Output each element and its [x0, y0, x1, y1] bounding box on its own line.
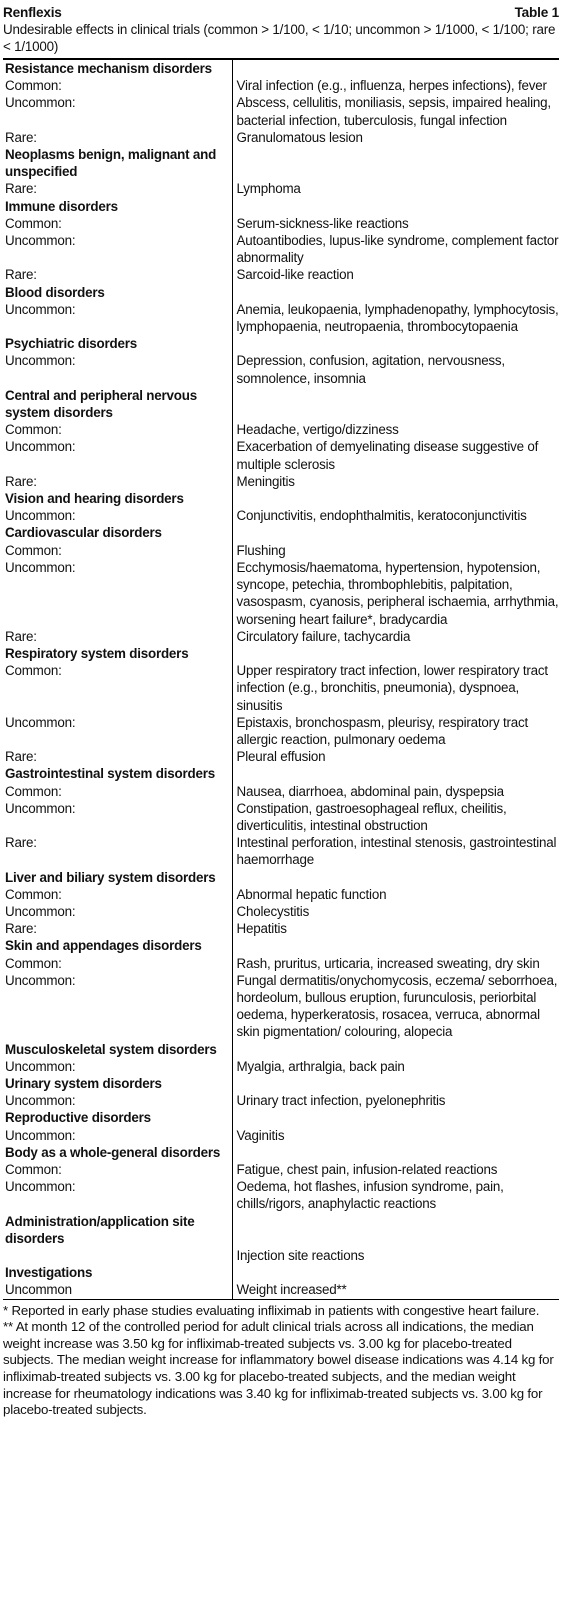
category-name: Neoplasms benign, malignant and unspecified [5, 147, 217, 180]
category-name: Respiratory system disorders [5, 645, 189, 661]
effect-row [3, 628, 559, 645]
frequency-label: Uncommon: [5, 1093, 76, 1109]
effects-list [232, 284, 559, 301]
category-name: Blood disorders [5, 284, 105, 300]
category-row [3, 335, 559, 352]
frequency-label: Common: [5, 955, 62, 971]
category-row [3, 1041, 559, 1058]
category-name: Immune disorders [5, 198, 118, 214]
category-row [3, 1109, 559, 1126]
frequency-label: Uncommon: [5, 559, 76, 575]
document-page [3, 4, 559, 1419]
frequency-label: Uncommon: [5, 439, 76, 455]
frequency-label: Rare: [5, 181, 37, 197]
adverse-effects-table [3, 60, 559, 1299]
effects-list: Granulomatous lesion [232, 129, 559, 146]
effects-list: Flushing [232, 542, 559, 559]
effects-list: Pleural effusion [232, 748, 559, 765]
effect-row [3, 748, 559, 765]
effects-list: Sarcoid-like reaction [232, 266, 559, 283]
effects-list: Lymphoma [232, 180, 559, 197]
effects-list [232, 1144, 559, 1161]
frequency-label: Uncommon: [5, 1058, 76, 1074]
effect-row [3, 215, 559, 232]
effect-row [3, 1178, 559, 1212]
effects-list [232, 524, 559, 541]
effect-row [3, 352, 559, 386]
effect-row [3, 559, 559, 628]
footnote-asterisk: * Reported in early phase studies evaluating infliximab in patients with congestive heart failure. [3, 1302, 540, 1318]
category-row [3, 387, 559, 421]
effect-row [3, 542, 559, 559]
category-row [3, 198, 559, 215]
effect-row [3, 903, 559, 920]
effects-list [232, 60, 559, 77]
table-number: Table 1 [514, 5, 559, 20]
frequency-label: Common: [5, 886, 62, 902]
effects-list: Serum-sickness-like reactions [232, 215, 559, 232]
effect-row [3, 834, 559, 868]
effect-row [3, 473, 559, 490]
effects-list: Myalgia, arthralgia, back pain [232, 1058, 559, 1075]
frequency-label: Uncommon: [5, 1179, 76, 1195]
effects-list: Urinary tract infection, pyelonephritis [232, 1092, 559, 1109]
effects-list: Fatigue, chest pain, infusion-related reactions [232, 1161, 559, 1178]
effects-list [232, 1075, 559, 1092]
category-name: Reproductive disorders [5, 1110, 151, 1126]
frequency-label: Uncommon: [5, 95, 76, 111]
effects-list: Autoantibodies, lupus-like syndrome, complement factor abnormality [232, 232, 559, 266]
effects-list: Constipation, gastroesophageal reflux, cheilitis, diverticulitis, intestinal obstruction [232, 800, 559, 834]
effects-list: Anemia, leukopaenia, lymphadenopathy, lymphocytosis, lymphopaenia, neutropaenia, thrombocytopaenia [232, 301, 559, 335]
effect-row [3, 129, 559, 146]
effects-list [232, 1041, 559, 1058]
category-name: Urinary system disorders [5, 1075, 162, 1091]
effect-row [3, 438, 559, 472]
effects-list: Epistaxis, bronchospasm, pleurisy, respiratory tract allergic reaction, pulmonary oedema [232, 714, 559, 748]
effects-list: Intestinal perforation, intestinal stenosis, gastrointestinal haemorrhage [232, 834, 559, 868]
category-name: Musculoskeletal system disorders [5, 1041, 217, 1057]
table-caption: Undesirable effects in clinical trials (common > 1/100, < 1/10; uncommon > 1/1000, < 1/100; rare < 1/1000) [3, 22, 556, 54]
frequency-label: Common: [5, 1162, 62, 1177]
effect-row [3, 1161, 559, 1178]
effects-list: Oedema, hot flashes, infusion syndrome, pain, chills/rigors, anaphylactic reactions [232, 1178, 559, 1212]
frequency-label: Uncommon: [5, 903, 76, 919]
category-row [3, 1264, 559, 1281]
category-row [3, 146, 559, 180]
effects-list [232, 490, 559, 507]
category-name: Psychiatric disorders [5, 336, 138, 352]
effects-list: Abnormal hepatic function [232, 886, 559, 903]
effects-list: Viral infection (e.g., influenza, herpes infections), fever [232, 77, 559, 94]
effects-list [232, 1264, 559, 1281]
effects-list [232, 198, 559, 215]
effects-list [232, 146, 559, 180]
effects-list: Fungal dermatitis/onychomycosis, eczema/ seborrhoea, hordeolum, bullous eruption, furunculosis, periorbital oedema, hyperkeratosis, rosacea, verruca, abnormal skin pigmentation/ colouring, alopecia [232, 972, 559, 1041]
effects-list: Nausea, diarrhoea, abdominal pain, dyspepsia [232, 783, 559, 800]
category-row [3, 765, 559, 782]
category-name: Central and peripheral nervous system disorders [5, 387, 197, 421]
effect-row [3, 662, 559, 714]
frequency-label: Common: [5, 663, 62, 679]
effects-list [232, 1213, 559, 1247]
frequency-label: Common: [5, 422, 62, 438]
frequency-label: Common: [5, 78, 62, 94]
effect-row [3, 972, 559, 1041]
effect-row [3, 77, 559, 94]
effect-row [3, 301, 559, 335]
footnote-double-asterisk: ** At month 12 of the controlled period for adult clinical trials across all indications, the median weight increase was 3.50 kg for infliximab-treated subjects vs. 3.00 kg for placebo-treated subjects. The median weight increase for inflammatory bowel disease indications was 4.14 kg for infliximab-treated subjects vs. 3.00 kg for placebo-treated subjects, and the median weight increase for rheumatology indications was 3.40 kg for infliximab-treated subjects vs. 3.00 kg for placebo-treated subjects. [3, 1319, 554, 1418]
effects-list [232, 1109, 559, 1126]
effects-list: Injection site reactions [232, 1247, 559, 1264]
category-name: Investigations [5, 1265, 93, 1281]
frequency-label: Rare: [5, 749, 37, 765]
category-row [3, 60, 559, 77]
frequency-label: Rare: [5, 921, 37, 937]
effects-list [232, 387, 559, 421]
category-name: Cardiovascular disorders [5, 525, 162, 541]
frequency-label: Uncommon: [5, 301, 76, 317]
effects-list [232, 765, 559, 782]
frequency-label: Common: [5, 215, 62, 231]
effect-row [3, 1127, 559, 1144]
category-name: Skin and appendages disorders [5, 938, 202, 954]
effect-row [3, 507, 559, 524]
footnotes [3, 1299, 559, 1419]
effects-list: Depression, confusion, agitation, nervousness, somnolence, insomnia [232, 352, 559, 386]
effect-row [3, 266, 559, 283]
frequency-label: Uncommon: [5, 972, 76, 988]
frequency-label: Uncommon: [5, 233, 76, 249]
frequency-label: Common: [5, 542, 62, 558]
category-row [3, 1075, 559, 1092]
frequency-label: Common: [5, 783, 62, 799]
effect-row [3, 1281, 559, 1298]
table-title-bar [3, 4, 559, 21]
effects-list: Meningitis [232, 473, 559, 490]
frequency-label: Uncommon: [5, 1127, 76, 1143]
effect-row [3, 232, 559, 266]
category-name: Body as a whole-general disorders [5, 1144, 221, 1160]
effects-list: Upper respiratory tract infection, lower respiratory tract infection (e.g., bronchitis, pneumonia), dyspnoea, sinusitis [232, 662, 559, 714]
effects-list: Conjunctivitis, endophthalmitis, keratoconjunctivitis [232, 507, 559, 524]
effects-list: Headache, vertigo/dizziness [232, 421, 559, 438]
frequency-label: Rare: [5, 835, 37, 851]
frequency-label: Uncommon: [5, 508, 76, 524]
effect-row [3, 920, 559, 937]
category-row [3, 490, 559, 507]
effects-list: Ecchymosis/haematoma, hypertension, hypotension, syncope, petechia, thrombophlebitis, palpitation, vasospasm, cyanosis, peripheral ischaemia, arrhythmia, worsening heart failure*, bradycardia [232, 559, 559, 628]
effect-row [3, 955, 559, 972]
effects-list: Rash, pruritus, urticaria, increased sweating, dry skin [232, 955, 559, 972]
category-name: Vision and hearing disorders [5, 491, 184, 507]
category-row [3, 524, 559, 541]
frequency-label: Rare: [5, 473, 37, 489]
effect-row [3, 1247, 559, 1264]
category-row [3, 1144, 559, 1161]
category-name: Liver and biliary system disorders [5, 869, 216, 885]
frequency-label: Uncommon: [5, 800, 76, 816]
effect-row [3, 714, 559, 748]
effects-list: Circulatory failure, tachycardia [232, 628, 559, 645]
category-row [3, 645, 559, 662]
category-row [3, 1213, 559, 1247]
category-name: Administration/application site disorders [5, 1213, 195, 1246]
effect-row [3, 800, 559, 834]
effects-list: Exacerbation of demyelinating disease suggestive of multiple sclerosis [232, 438, 559, 472]
frequency-label: Uncommon [5, 1282, 72, 1298]
effects-list: Vaginitis [232, 1127, 559, 1144]
category-name: Gastrointestinal system disorders [5, 766, 215, 782]
effects-list: Cholecystitis [232, 903, 559, 920]
category-row [3, 284, 559, 301]
effects-list: Abscess, cellulitis, moniliasis, sepsis, impaired healing, bacterial infection, tuberculosis, fungal infection [232, 94, 559, 128]
effects-list [232, 869, 559, 886]
category-row [3, 869, 559, 886]
effect-row [3, 783, 559, 800]
effects-list [232, 645, 559, 662]
effects-list [232, 335, 559, 352]
effect-row [3, 180, 559, 197]
frequency-label: Rare: [5, 267, 37, 283]
effects-list: Weight increased** [232, 1281, 559, 1298]
effect-row [3, 421, 559, 438]
category-name: Resistance mechanism disorders [5, 61, 212, 76]
frequency-label: Uncommon: [5, 714, 76, 730]
effect-row [3, 94, 559, 128]
drug-name: Renflexis [3, 5, 62, 20]
frequency-label [3, 1247, 232, 1264]
frequency-label: Rare: [5, 628, 37, 644]
frequency-label: Rare: [5, 129, 37, 145]
frequency-label: Uncommon: [5, 353, 76, 369]
effects-list: Hepatitis [232, 920, 559, 937]
effect-row [3, 1092, 559, 1109]
adverse-effects-body [3, 60, 559, 1299]
category-row [3, 937, 559, 954]
effects-list [232, 937, 559, 954]
effect-row [3, 886, 559, 903]
effect-row [3, 1058, 559, 1075]
